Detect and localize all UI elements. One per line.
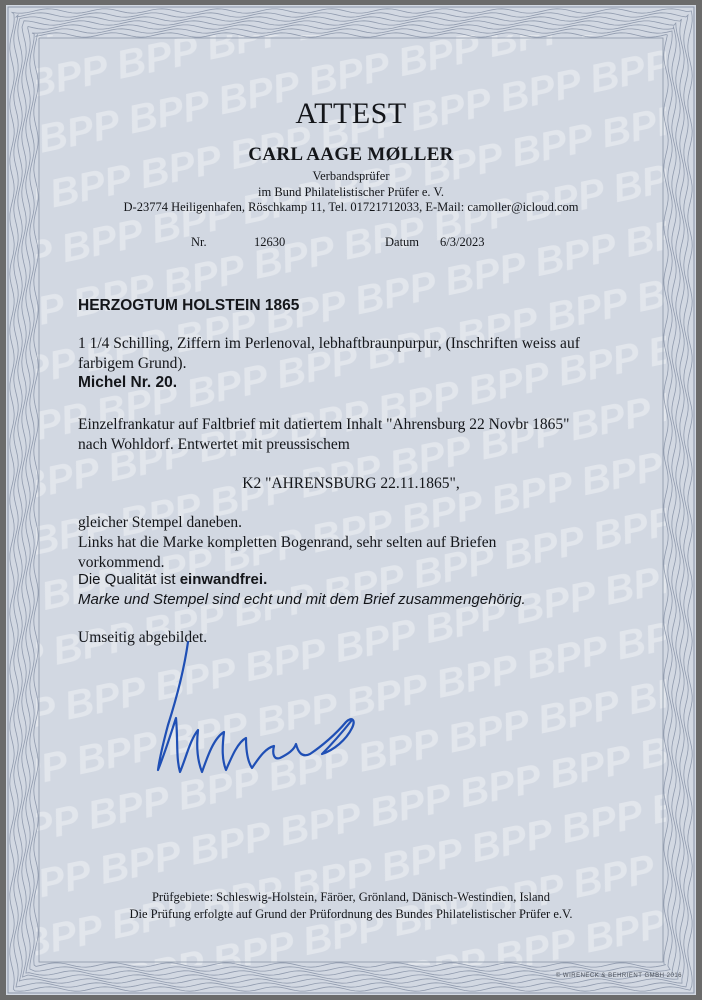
stamp-heading: HERZOGTUM HOLSTEIN 1865 <box>78 297 300 314</box>
exam-areas: Prüfgebiete: Schleswig-Holstein, Färöer, Grönland, Dänisch-Westindien, Island <box>151 890 551 904</box>
certificate-content <box>6 5 696 995</box>
examiner-role: Verbandsprüfer <box>312 169 390 183</box>
genuine-statement: Marke und Stempel sind echt und mit dem Brief zusammengehörig. <box>78 591 526 608</box>
examiner-name: CARL AAGE MØLLER <box>248 144 454 165</box>
usage-line-2: nach Wohldorf. Entwertet mit preussischem <box>78 436 350 453</box>
cancellation: K2 "AHRENSBURG 22.11.1865", <box>242 475 460 492</box>
examiner-address: D-23774 Heiligenhafen, Röschkamp 11, Tel. 01721712033, E-Mail: camoller@icloud.com <box>123 200 579 214</box>
catalog-number: Michel Nr. 20. <box>78 374 178 391</box>
note-line-3: vorkommend. <box>78 554 165 571</box>
quality-line <box>78 571 267 588</box>
number-label: Nr. <box>191 235 207 249</box>
illustrated-note: Umseitig abgebildet. <box>78 629 208 646</box>
examiner-signature <box>146 630 396 795</box>
description-line-2: farbigem Grund). <box>78 355 187 372</box>
note-line-2: Links hat die Marke kompletten Bogenrand, sehr selten auf Briefen <box>78 534 497 551</box>
certificate-title: ATTEST <box>295 97 407 130</box>
usage-line-1: Einzelfrankatur auf Faltbrief mit datiertem Inhalt "Ahrensburg 22 Novbr 1865" <box>78 416 570 433</box>
description-line-1: 1 1/4 Schilling, Ziffern im Perlenoval, lebhaftbraunpurpur, (Inschriften weiss auf <box>78 335 580 352</box>
printer-imprint: © WIRENECK & BEHRIENT GMBH 2016 <box>555 973 682 979</box>
certificate-date: 6/3/2023 <box>440 235 485 249</box>
date-label: Datum <box>385 235 420 249</box>
association-name: im Bund Philatelistischer Prüfer e. V. <box>258 185 444 199</box>
exam-regulation: Die Prüfung erfolgte auf Grund der Prüfordnung des Bundes Philatelistischer Prüfer e.V. <box>129 907 573 921</box>
quality-value: einwandfrei. <box>179 571 268 588</box>
certificate-number: 12630 <box>254 235 286 249</box>
quality-prefix: Die Qualität ist <box>78 571 180 588</box>
certificate-sheet <box>6 5 696 995</box>
note-line-1: gleicher Stempel daneben. <box>78 514 242 531</box>
